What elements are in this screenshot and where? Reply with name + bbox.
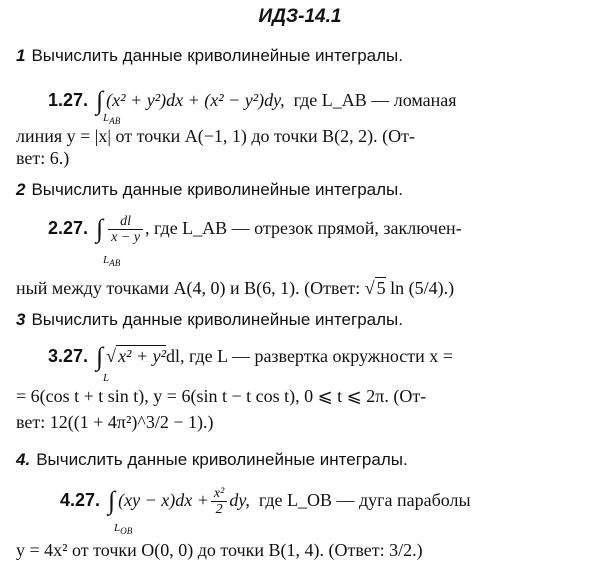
problem-3-line-3: вет: 12((1 + 4π²)^3/2 − 1).) bbox=[16, 412, 214, 432]
integral-sign: ∫ bbox=[96, 214, 104, 243]
section-4-heading bbox=[16, 450, 408, 470]
problem-1-text: где L_AB — ломаная bbox=[293, 90, 457, 110]
section-2-number: 2 bbox=[16, 180, 26, 199]
problem-3-line-1: 3.27. ∫ √ x² + y²dl, где L — развертка окружности x = bbox=[48, 342, 453, 371]
section-2-heading bbox=[16, 180, 403, 200]
section-3-heading bbox=[16, 310, 403, 330]
integral-sign: ∫ bbox=[96, 86, 104, 115]
section-4-heading-text: Вычислить данные криволинейные интегралы. bbox=[36, 450, 408, 469]
problem-3-text: dl, где L — развертка окружности x = bbox=[165, 346, 453, 366]
problem-4-text: где L_OB — дуга параболы bbox=[258, 490, 471, 510]
problem-2-text: , где L_AB — отрезок прямой, заключен- bbox=[145, 218, 462, 238]
section-1-heading-text: Вычислить данные криволинейные интегралы. bbox=[31, 46, 403, 65]
problem-3-number: 3.27. bbox=[48, 346, 89, 366]
problem-2-line-1 bbox=[48, 214, 462, 245]
integral-sign: ∫ bbox=[96, 342, 104, 371]
section-1-number: 1 bbox=[16, 46, 26, 65]
problem-2-number: 2.27. bbox=[48, 218, 89, 238]
problem-1-line-3: вет: 6.) bbox=[16, 148, 70, 168]
problem-3-sqrt: x² + y² bbox=[118, 346, 166, 366]
problem-4-integral-limit: $L_{OB}$ bbox=[114, 522, 133, 537]
problem-1-number: 1.27. bbox=[48, 90, 89, 110]
problem-2-integral-limit: $L_{AB}$ bbox=[103, 254, 121, 269]
page-title: ИДЗ-14.1 bbox=[258, 6, 342, 27]
section-3-heading-text: Вычислить данные криволинейные интегралы. bbox=[31, 310, 403, 329]
problem-1-expression: (x² + y²)dx + (x² − y²)dy, bbox=[106, 90, 285, 110]
problem-4-fraction: $\frac{\text{x²}}{2}$ bbox=[211, 486, 227, 517]
problem-4-line-2: y = 4x² от точки O(0, 0) до точки B(1, 4). (Ответ: 3/2.) bbox=[16, 540, 423, 560]
problem-3-line-2: = 6(cos t + t sin t), y = 6(sin t − t cos t), 0 ⩽ t ⩽ 2π. (От- bbox=[16, 386, 427, 406]
section-4-number: 4. bbox=[16, 450, 31, 469]
integral-sign: ∫ bbox=[108, 486, 116, 515]
problem-3-integral-limit: L bbox=[103, 372, 110, 384]
problem-2-line-2: ный между точками A(4, 0) и B(6, 1). (Ответ: √ 5 ln (5/4).) bbox=[16, 278, 455, 298]
problem-1-line-2: линия y = |x| от точки A(−1, 1) до точки B(2, 2). (От- bbox=[16, 126, 415, 146]
section-3-number: 3 bbox=[16, 310, 26, 329]
section-2-heading-text: Вычислить данные криволинейные интегралы. bbox=[31, 180, 403, 199]
problem-2-fraction: $\frac{dl}{x - y}$ bbox=[108, 214, 143, 245]
section-1-heading bbox=[16, 46, 403, 66]
problem-4-line-1: 4.27. ∫ (xy − x)dx + $\frac{\text{x²}}{2}$ dy, где L_OB — дуга параболы bbox=[60, 486, 471, 518]
problem-1-integral-limit: $L_{AB}$ bbox=[103, 112, 121, 127]
problem-4-number: 4.27. bbox=[60, 490, 101, 510]
